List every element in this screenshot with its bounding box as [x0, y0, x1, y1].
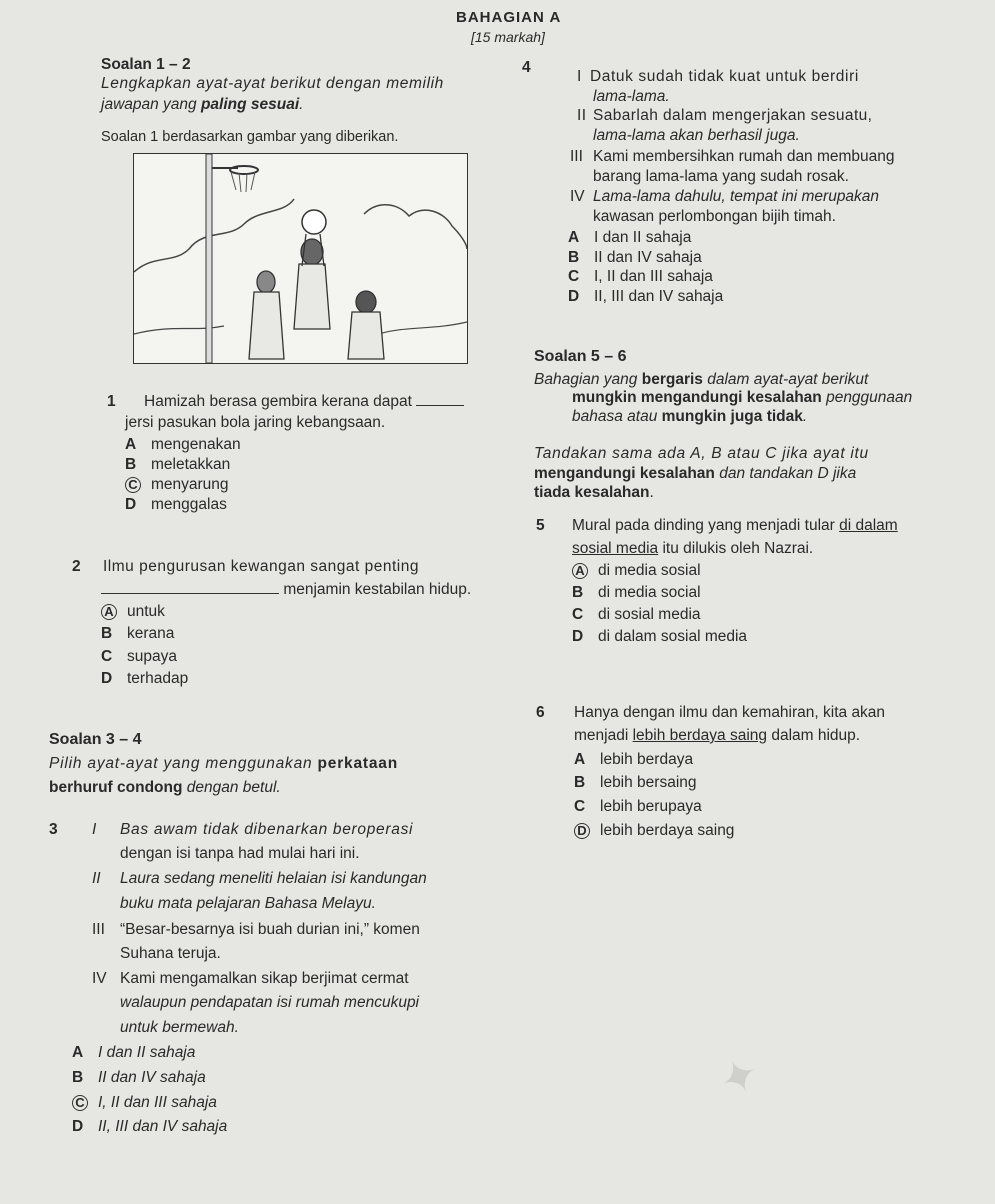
- q2-stem: Ilmu pengurusan kewangan sangat penting: [103, 558, 419, 575]
- q4-item-3-line2: barang lama-lama yang sudah rosak.: [593, 168, 849, 185]
- q3-option-c[interactable]: C I, II dan III sahaja: [72, 1094, 217, 1112]
- q6-option-a[interactable]: A lebih berdaya: [574, 751, 694, 768]
- q5-stem-2: sosial media itu dilukis oleh Nazrai.: [572, 540, 814, 557]
- group-1-2-title: Soalan 1 – 2: [101, 56, 191, 73]
- q4-item-4: IV Lama-lama dahulu, tempat ini merupakan: [570, 188, 880, 205]
- q3-item-2: II Laura sedang meneliti helaian isi kandungan: [92, 870, 427, 887]
- q3-item-2-line2: buku mata pelajaran Bahasa Melayu.: [120, 895, 376, 912]
- group-5-6-line5: mengandungi kesalahan dan tandakan D jika: [534, 465, 857, 482]
- q3-item-3-line2: Suhana teruja.: [120, 945, 221, 962]
- q4-item-4-line2: kawasan perlombongan bijih timah.: [593, 208, 836, 225]
- q3-option-a[interactable]: A I dan II sahaja: [72, 1044, 196, 1061]
- q2-option-c[interactable]: C supaya: [101, 648, 177, 665]
- figure-note: Soalan 1 berdasarkan gambar yang diberikan.: [101, 129, 399, 145]
- q1-option-c[interactable]: C menyarung: [125, 476, 229, 494]
- q6-stem: Hanya dengan ilmu dan kemahiran, kita akan: [574, 704, 886, 721]
- q4-item-1-line2: lama-lama.: [593, 88, 670, 105]
- q6-option-c[interactable]: C lebih berupaya: [574, 798, 702, 815]
- q4-option-a[interactable]: A I dan II sahaja: [568, 229, 692, 246]
- q3-option-b[interactable]: B II dan IV sahaja: [72, 1069, 206, 1086]
- q4-item-2: II Sabarlah dalam mengerjakan sesuatu,: [577, 107, 873, 124]
- q2-option-d[interactable]: D terhadap: [101, 670, 189, 687]
- q1-option-b[interactable]: B meletakkan: [125, 456, 231, 473]
- q4-option-d[interactable]: D II, III dan IV sahaja: [568, 288, 724, 305]
- q5-stem: Mural pada dinding yang menjadi tular di dalam: [572, 517, 898, 534]
- group-3-4-instruction: Pilih ayat-ayat yang menggunakan perkataan: [49, 755, 398, 772]
- q3-item-4: IV Kami mengamalkan sikap berjimat cermat: [92, 970, 409, 987]
- q1-option-d[interactable]: D menggalas: [125, 496, 227, 513]
- q1-option-a[interactable]: A mengenakan: [125, 436, 241, 453]
- q3-item-1: I Bas awam tidak dibenarkan beroperasi: [92, 821, 414, 838]
- q6-option-d[interactable]: D lebih berdaya saing: [574, 822, 734, 840]
- q6-option-b[interactable]: B lebih bersaing: [574, 774, 697, 791]
- q1-number: 1: [107, 393, 116, 410]
- group-5-6-line4: Tandakan sama ada A, B atau C jika ayat itu: [534, 445, 869, 462]
- q4-option-b[interactable]: B II dan IV sahaja: [568, 249, 702, 266]
- netball-illustration: [133, 153, 468, 364]
- q2-stem-2: menjamin kestabilan hidup.: [101, 581, 471, 599]
- q4-number: 4: [522, 59, 531, 76]
- group-5-6-line2: mungkin mengandungi kesalahan penggunaan: [572, 389, 913, 406]
- q5-number: 5: [536, 517, 545, 534]
- watermark: ✦: [710, 1044, 769, 1110]
- group-3-4-title: Soalan 3 – 4: [49, 731, 142, 748]
- q3-item-4-line2: walaupun pendapatan isi rumah mencukupi: [120, 994, 420, 1011]
- q5-option-a[interactable]: A di media sosial: [572, 562, 701, 580]
- group-1-2-instruction: Lengkapkan ayat-ayat berikut dengan memilih: [101, 75, 444, 92]
- group-5-6-title: Soalan 5 – 6: [534, 348, 627, 365]
- group-5-6-line3: bahasa atau mungkin juga tidak.: [572, 408, 808, 425]
- q5-option-c[interactable]: C di sosial media: [572, 606, 701, 623]
- q3-number: 3: [49, 821, 58, 838]
- q6-number: 6: [536, 704, 545, 721]
- q4-item-2-line2: lama-lama akan berhasil juga.: [593, 127, 800, 144]
- q5-option-d[interactable]: D di dalam sosial media: [572, 628, 748, 645]
- group-5-6-line1: Bahagian yang bergaris dalam ayat-ayat berikut: [534, 371, 869, 388]
- q2-option-a[interactable]: A untuk: [101, 603, 165, 621]
- q4-option-c[interactable]: C I, II dan III sahaja: [568, 268, 713, 285]
- q3-item-4-line3: untuk bermewah.: [120, 1019, 239, 1036]
- q4-item-3: III Kami membersihkan rumah dan membuang: [570, 148, 895, 165]
- q5-option-b[interactable]: B di media social: [572, 584, 701, 601]
- q2-option-b[interactable]: B kerana: [101, 625, 175, 642]
- group-1-2-instruction-2: jawapan yang paling sesuai.: [101, 96, 304, 113]
- q1-stem-2: jersi pasukan bola jaring kebangsaan.: [125, 414, 386, 431]
- q4-item-1: I Datuk sudah tidak kuat untuk berdiri: [577, 68, 859, 85]
- q6-stem-2: menjadi lebih berdaya saing dalam hidup.: [574, 727, 861, 744]
- q3-item-3: III “Besar-besarnya isi buah durian ini,” komen: [92, 921, 420, 938]
- q3-option-d[interactable]: D II, III dan IV sahaja: [72, 1118, 228, 1135]
- section-title: BAHAGIAN A: [456, 9, 562, 26]
- group-5-6-line6: tiada kesalahan.: [534, 484, 654, 501]
- q1-stem: Hamizah berasa gembira kerana dapat: [144, 393, 464, 411]
- q2-number: 2: [72, 558, 81, 575]
- group-3-4-instruction-2: berhuruf condong dengan betul.: [49, 779, 281, 796]
- q3-item-1-line2: dengan isi tanpa had mulai hari ini.: [120, 845, 360, 862]
- netball-scene-svg: [134, 154, 467, 363]
- marks: [15 markah]: [471, 29, 545, 45]
